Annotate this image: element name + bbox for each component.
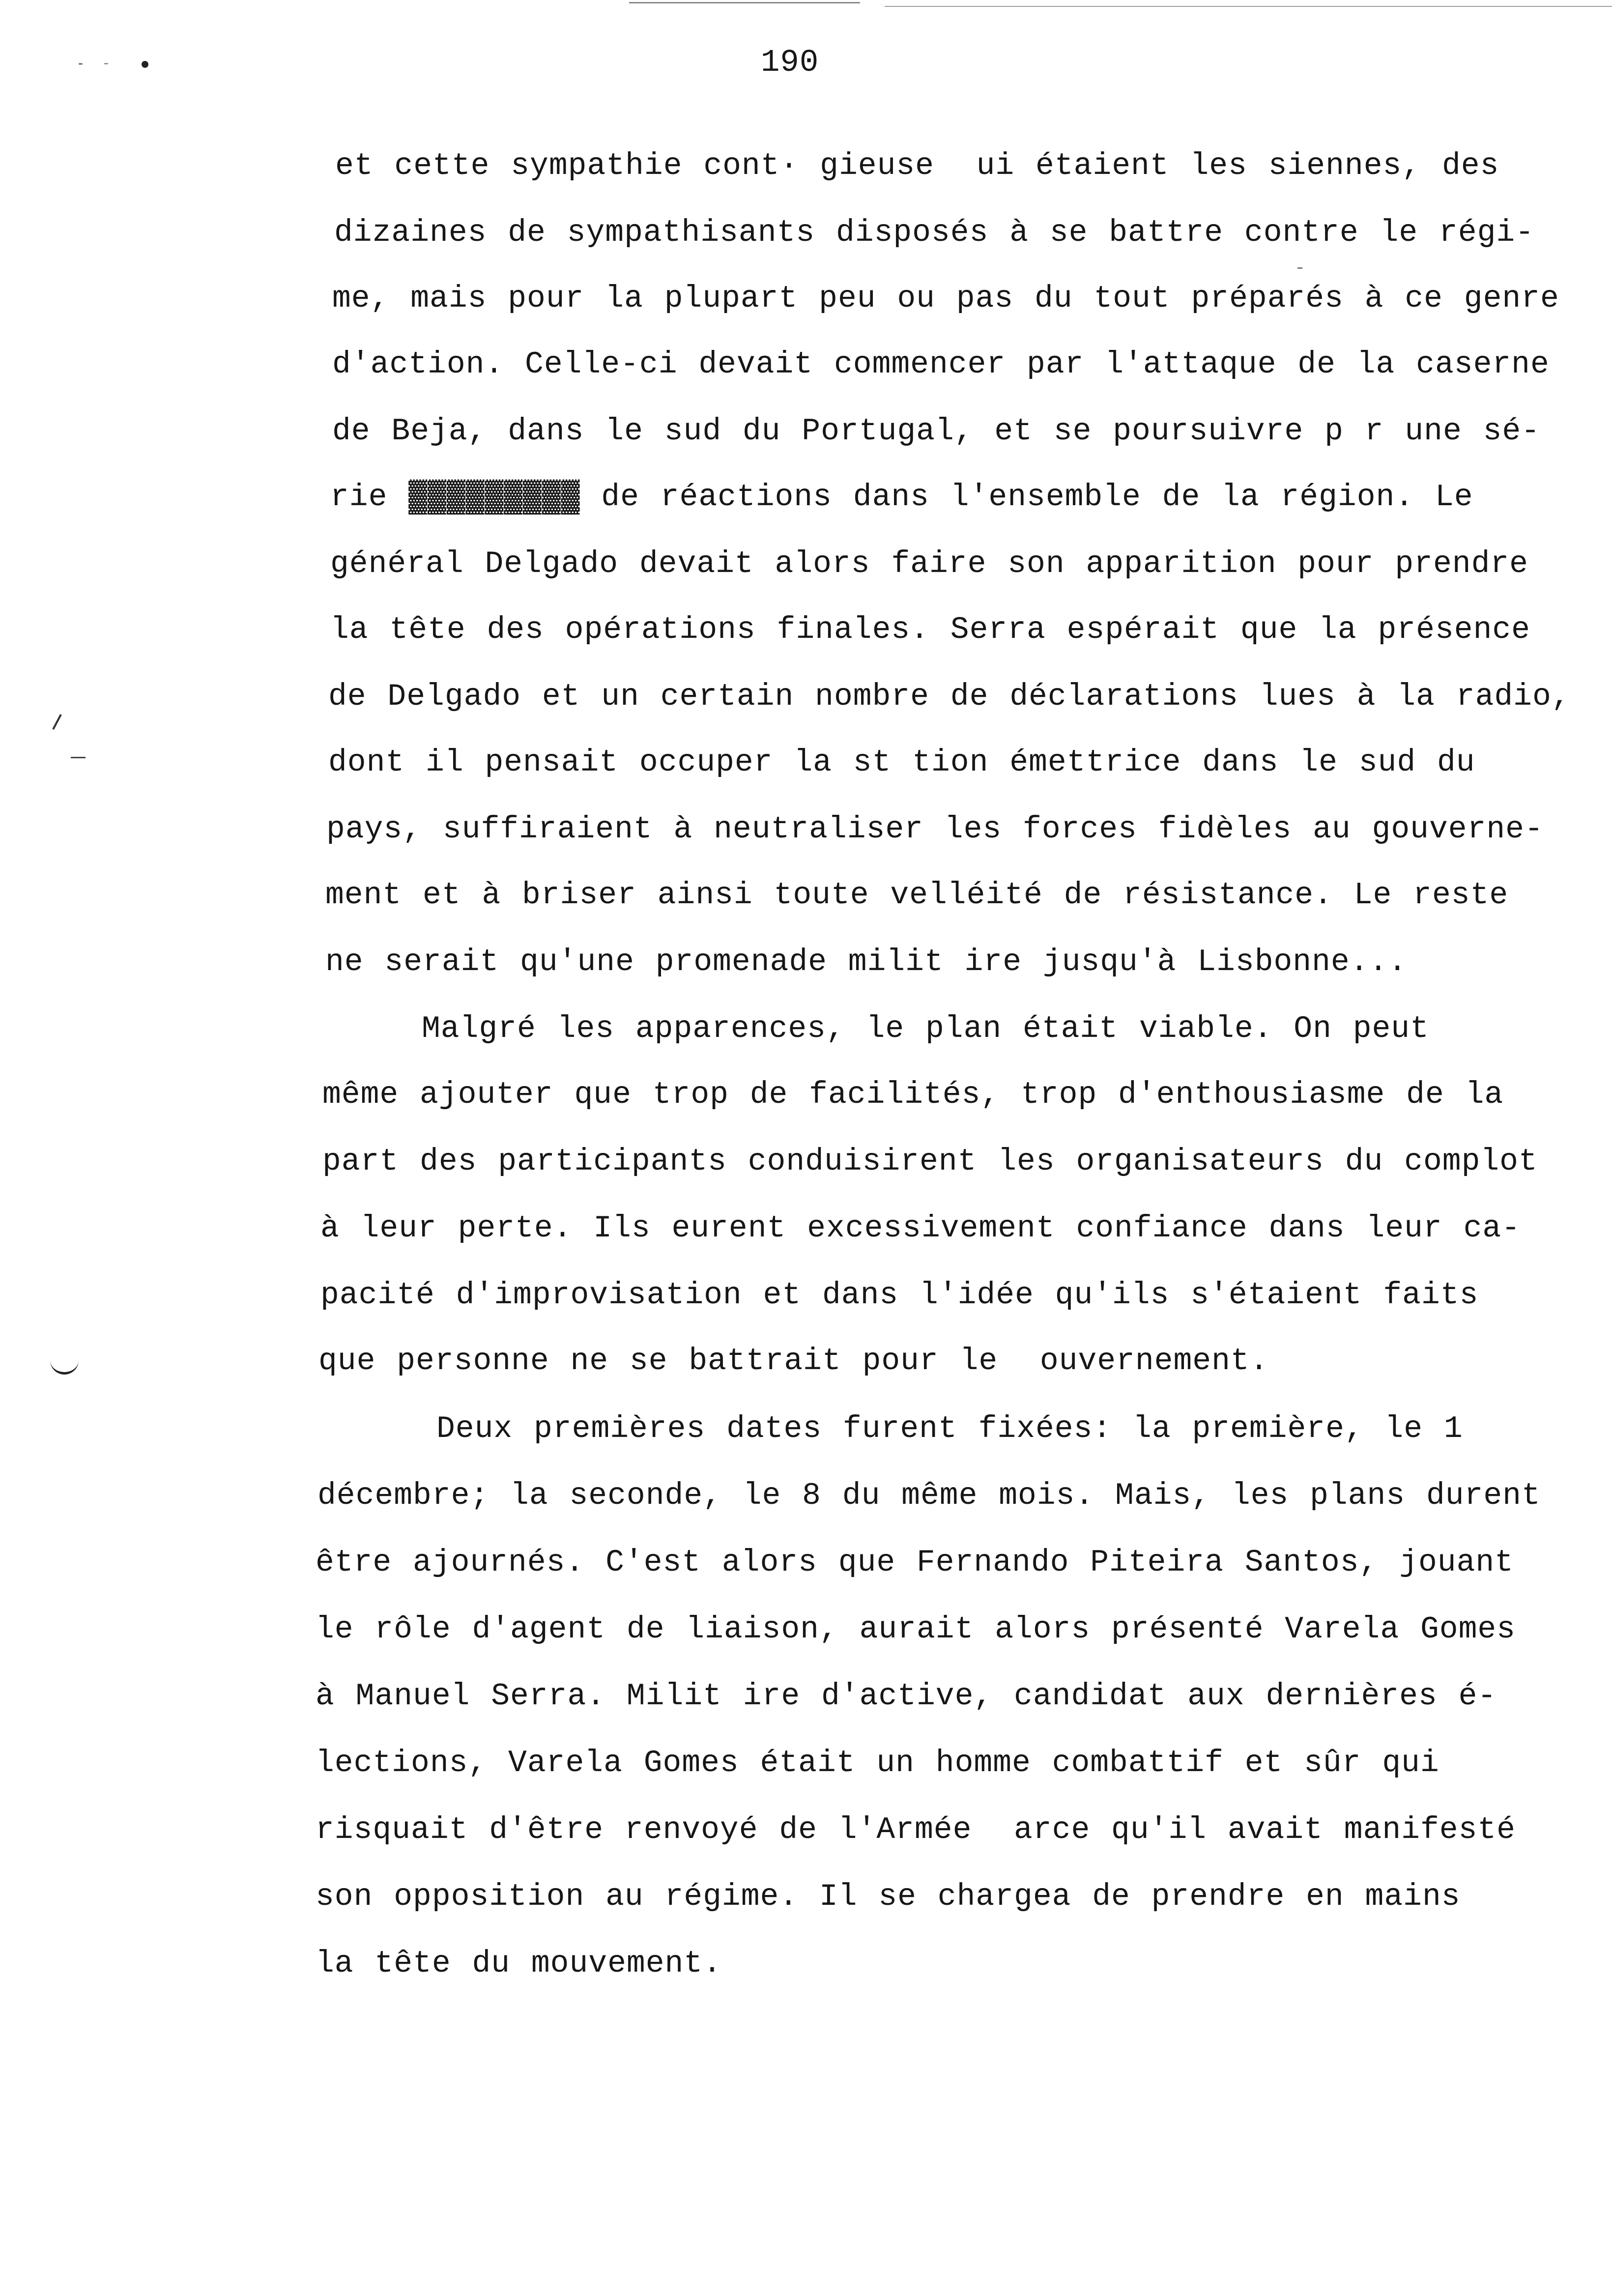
text-line: à Manuel Serra. Milit ire d'active, candidat aux dernières é- xyxy=(316,1679,1497,1714)
text-line: à leur perte. Ils eurent excessivement confiance dans leur ca- xyxy=(320,1211,1521,1246)
top-rule-left xyxy=(629,2,860,3)
text-line: lections, Varela Gomes était un homme combattif et sûr qui xyxy=(316,1746,1439,1780)
margin-mark xyxy=(71,757,86,758)
page-number: 190 xyxy=(761,45,819,81)
text-line: être ajournés. C'est alors que Fernando Piteira Santos, jouant xyxy=(316,1545,1514,1580)
text-line: Deux premières dates furent fixées: la première, le 1 xyxy=(436,1411,1463,1446)
text-line: ment et à briser ainsi toute velléité de résistance. Le reste xyxy=(325,878,1509,913)
text-line: et cette sympathie cont· gieuse ui étaient les siennes, des xyxy=(335,148,1499,183)
text-line: d'action. Celle-ci devait commencer par l'attaque de la caserne xyxy=(332,347,1550,382)
text-line: de Beja, dans le sud du Portugal, et se poursuivre p r une sé- xyxy=(332,414,1540,449)
top-rule-right xyxy=(885,6,1612,7)
text-line: son opposition au régime. Il se chargea de prendre en mains xyxy=(316,1879,1461,1914)
text-line: part des participants conduisirent les organisateurs du complot xyxy=(322,1144,1538,1179)
margin-mark xyxy=(52,714,61,730)
text-line: général Delgado devait alors faire son apparition pour prendre xyxy=(330,546,1528,581)
text-line: rie ▓▓▓▓▓▓▓▓▓ de réactions dans l'ensemble de la région. Le xyxy=(330,480,1473,515)
scan-speck xyxy=(104,63,108,64)
margin-mark xyxy=(50,1355,79,1375)
text-line: décembre; la seconde, le 8 du même mois. Mais, les plans durent xyxy=(317,1478,1541,1513)
text-line: même ajouter que trop de facilités, trop d'enthousiasme de la xyxy=(322,1077,1504,1112)
text-line: dizaines de sympathisants disposés à se battre contre le régi- xyxy=(334,215,1534,250)
text-line: que personne ne se battrait pour le ouvernement. xyxy=(318,1344,1269,1378)
text-line: la tête des opérations finales. Serra espérait que la présence xyxy=(330,612,1530,647)
text-line: Malgré les apparences, le plan était viable. On peut xyxy=(422,1011,1429,1046)
text-line: me, mais pour la plupart peu ou pas du tout préparés à ce genre xyxy=(332,281,1559,316)
text-line: de Delgado et un certain nombre de déclarations lues à la radio, xyxy=(328,679,1571,714)
scan-speck xyxy=(79,63,83,65)
text-line: dont il pensait occuper la st tion émettrice dans le sud du xyxy=(328,745,1475,780)
text-line: pacité d'improvisation et dans l'idée qu'ils s'étaient faits xyxy=(320,1278,1479,1313)
text-line: pays, suffiraient à neutraliser les forces fidèles au gouverne- xyxy=(326,812,1544,847)
text-line: la tête du mouvement. xyxy=(316,1946,722,1981)
text-line: le rôle d'agent de liaison, aurait alors présenté Varela Gomes xyxy=(316,1612,1516,1647)
scan-speck xyxy=(142,61,148,68)
text-line: risquait d'être renvoyé de l'Armée arce qu'il avait manifesté xyxy=(316,1812,1516,1847)
text-line: ne serait qu'une promenade milit ire jusqu'à Lisbonne... xyxy=(325,945,1408,979)
scan-speck xyxy=(1297,267,1302,269)
